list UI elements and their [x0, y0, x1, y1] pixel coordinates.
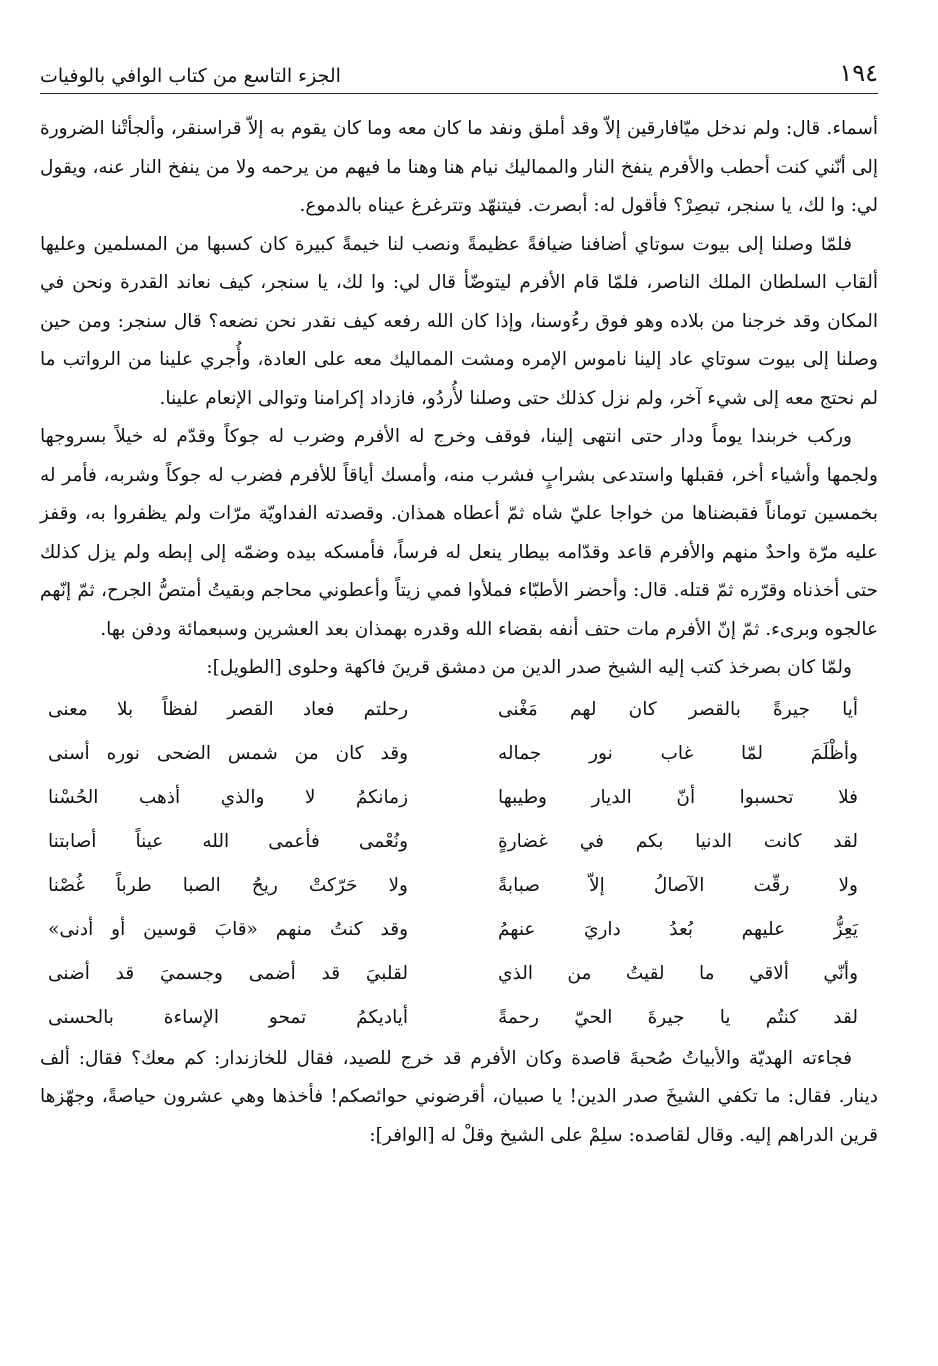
verse-second-half: ولا حَرّكتْ ريحُ الصبا طرباً غُصْنا — [48, 874, 408, 896]
paragraph-3: وركب خربندا يوماً ودار حتى انتهى إلينا، فوقف وخرج له الأفرم وضرب له جوكاً وقدّم له خيلاً بسروجها ولجمها وأشياء أخر، فقبلها واستدعى بشرابٍ فشرب منه، وأمسك أياقاً للأفرم فضرب له جوكاً وشربه، فأمر له بخمسين توماناً فقبضناها من خواجا عليّ شاه ثمّ أعطاه همذان. وقصدته الفداويّة مرّات ولم يظفروا به، وقفز عليه مرّة واحدٌ منهم والأفرم قاعد وقدّامه بيطار ينعل له فرساً، فأمسكه بيده وضمّه إلى إبطه ولم يزل كذلك حتى أخذناه وقرّره ثمّ قتله. قال: وأحضر الأطبّاء فملأوا فمي زيتاً وأعطوني محاجم وبقيتُ أمتصُّ الجرح، ثمّ إنّهم عالجوه وبرىء. ثمّ إنّ الأفرم مات حتف أنفه بقضاء الله وقدره بهمذان بعد العشرين وسبعمائة ودفن بها. — [40, 426, 878, 640]
paragraph-after-poem: فجاءته الهديّة والأبياتُ صُحبةَ قاصدة وكان الأفرم قد خرج للصيد، فقال للخازندار: كم معك؟ فقال: ألف دينار. فقال: ما تكفي الشيخَ صدر الدين! يا صبيان، أقرضوني حوائصكم! فأخذها وهي عشرون حياصةً، وجهّزها قرين الدراهم إليه. وقال لقاصده: سلِمْ على الشيخ وقلْ له [الوافر]: — [40, 1047, 878, 1146]
verse-first-half: ولا رقّت الآصالُ إلاّ صبابةً — [498, 874, 858, 896]
verse-second-half: زمانكمُ لا والذي أذهب الحُسْنا — [48, 786, 408, 808]
poem-verse — [48, 688, 858, 732]
verse-first-half: لقد كنتُم يا جيرةَ الحيّ رحمةً — [498, 1006, 858, 1028]
verse-first-half: فلا تحسبوا أنّ الديار وطيبها — [498, 786, 858, 808]
verse-first-half: وأنّي ألاقي ما لقيتُ من الذي — [498, 962, 858, 984]
book-page — [40, 50, 878, 1350]
poem-verse — [48, 776, 858, 820]
page-number: ١٩٤ — [839, 59, 878, 87]
poem-intro: ولمّا كان بصرخذ كتب إليه الشيخ صدر الدين من دمشق قرينَ فاكهة وحلوى [الطويل]: — [206, 657, 852, 678]
verse-second-half: أياديكمُ تمحو الإساءة بالحسنى — [48, 1006, 408, 1028]
poem-verse — [48, 864, 858, 908]
body-text — [40, 110, 878, 1155]
poem-verse — [48, 996, 858, 1040]
running-title: الجزء التاسع من كتاب الوافي بالوفيات — [40, 65, 341, 87]
verse-first-half: وأظْلَمَ لمّا غاب نور جماله — [498, 742, 858, 764]
verse-first-half: لقد كانت الدنيا بكم في غضارةٍ — [498, 830, 858, 852]
verse-second-half: رحلتم فعاد القصر لفظاً بلا معنى — [48, 698, 408, 720]
verse-second-half: ونُعْمى فأعمى الله عيناً أصابتنا — [48, 830, 408, 852]
verse-first-half: أيا جيرةً بالقصر كان لهم مَغْنى — [498, 698, 858, 720]
verse-second-half: وقد كنتُ منهم «قابَ قوسين أو أدنى» — [48, 918, 408, 940]
poem-verse — [48, 952, 858, 996]
poem-verse — [48, 732, 858, 776]
paragraph-2: فلمّا وصلنا إلى بيوت سوتاي أضافنا ضيافةً عظيمةً ونصب لنا خيمةً كبيرة كان كسبها من المسلمين وعليها ألقاب السلطان الملك الناصر، فلمّا قام الأفرم ليتوضّأ قال لي: وا لك، يا سنجر، كيف نعاند القدرة ونحن في المكان وقد خرجنا من بلاده وهو فوق رءُوسنا، وإذا كان الله رفعه كيف نقدر نحن نضعه؟ قال سنجر: ومن حين وصلنا إلى بيوت سوتاي عاد إلينا ناموس الإمره ومشت المماليك معه على العادة، وأُجري علينا من الرواتب ما لم نحتج معه إلى شيء آخر، ولم نزل كذلك حتى وصلنا لأُردُو، فازداد إكرامنا وتوالى الإنعام علينا. — [40, 233, 878, 409]
poem — [48, 688, 858, 1040]
paragraph-1: أسماء. قال: ولم ندخل ميّافارقين إلاّ وقد أملق ونفد ما كان معه وما كان يقوم به إلاّ قراسنقر، وألجأتْنا الضرورة إلى أنّني كنت أحطب والأفرم ينفخ النار والمماليك نيام هنا وهنا ما فيهم من يرحمه ولا من ينفخ النار عنه، ويقول لي: وا لك، يا سنجر، تبصِرْ؟ فأقول له: أبصرت. فيتنهّد وتترغرغ عيناه بالدموع. — [40, 118, 878, 216]
verse-second-half: وقد كان من شمس الضحى نوره أسنى — [48, 742, 408, 764]
page-header — [40, 50, 878, 94]
verse-second-half: لقلبيَ قد أضمى وجسميَ قد أضنى — [48, 962, 408, 984]
verse-first-half: يَعِزُّ عليهم بُعدُ داريَ عنهمُ — [498, 918, 858, 940]
poem-verse — [48, 908, 858, 952]
poem-verse — [48, 820, 858, 864]
